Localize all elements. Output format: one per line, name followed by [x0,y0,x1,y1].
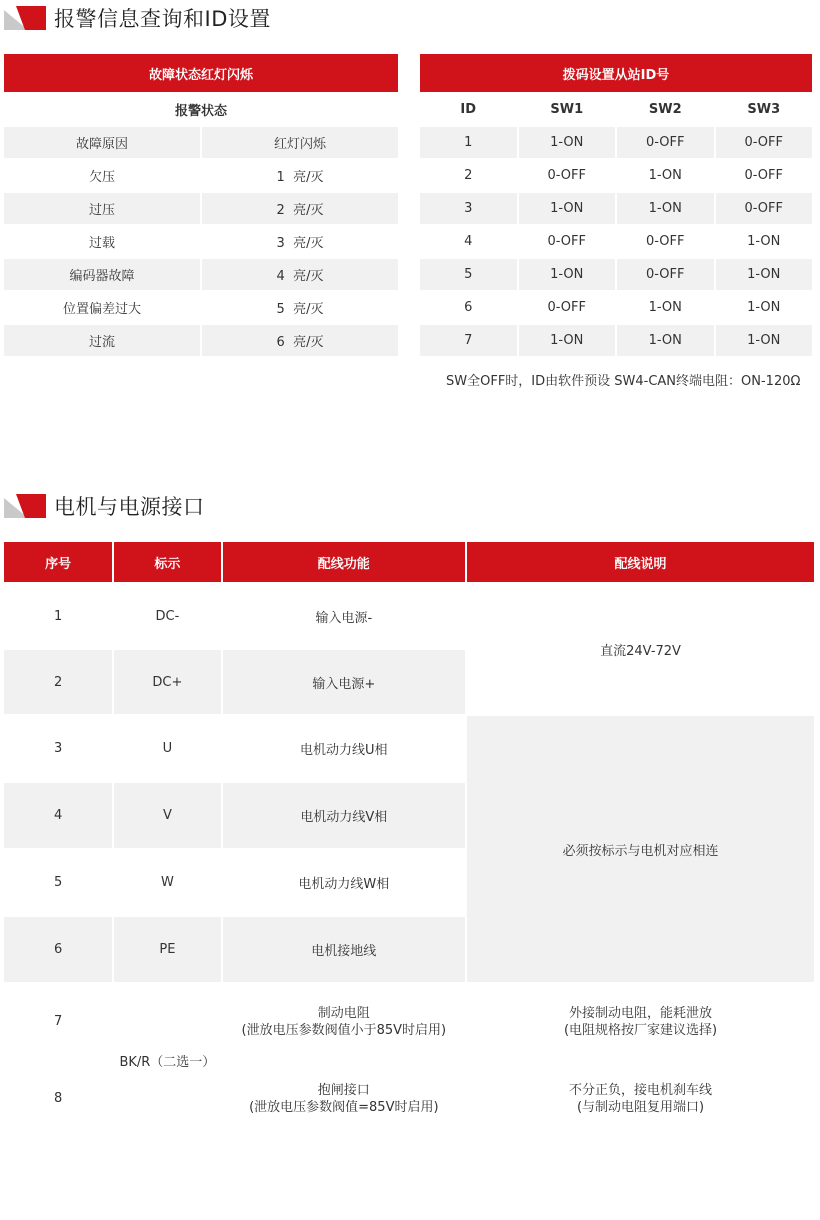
fault-blink [202,259,398,290]
sw3-value: 0-OFF [716,127,813,158]
sw1-value: 0-OFF [519,292,616,323]
fault-reason: 过载 [4,226,200,257]
id-table-header: 拨码设置从站ID号 [420,54,812,92]
terminal-mark: W [114,850,220,915]
description-note: (与制动电阻复用端口) [576,1099,705,1115]
sw2-value: 0-OFF [617,127,714,158]
description-title: 外接制动电阻，能耗泄放 [569,1005,713,1021]
row-number: 5 [4,850,112,915]
sw3-value: 0-OFF [716,193,813,224]
row-number: 1 [4,584,112,648]
motor-description: 必须按标示与电机对应相连 [467,716,814,982]
fault-status-table [2,52,400,358]
sw1-value: 0-OFF [519,226,616,257]
fault-reason: 位置偏差过大 [4,292,200,323]
table-row [420,127,812,158]
terminal-mark: BK/R（二选一） [114,984,220,1136]
sw3-value: 1-ON [716,325,813,356]
function-note: (泄放电压参数阀值=85V时启用) [249,1099,439,1115]
blink-count: 2 [276,203,285,218]
terminal-mark: U [114,716,220,781]
blink-count: 1 [276,170,285,185]
column-header: SW2 [617,94,714,125]
row-number: 4 [4,783,112,848]
wiring-description [467,984,814,1059]
table-row [4,984,814,1059]
blink-count: 4 [276,269,285,284]
wiring-function: 输入电源+ [223,650,466,714]
description-note: (电阻规格按厂家建议选择) [563,1022,718,1038]
sw2-value: 0-OFF [617,226,714,257]
terminal-mark: DC+ [114,650,220,714]
column-header: 配线说明 [467,542,814,582]
section-marker-icon [4,6,46,30]
sw2-value: 0-OFF [617,259,714,290]
row-number: 7 [4,984,112,1059]
sw3-value: 1-ON [716,259,813,290]
id-table-note: SW全OFF时，ID由软件预设 SW4-CAN终端电阻：ON-120Ω [446,374,801,389]
table-row [4,292,398,323]
table-row [420,325,812,356]
sw1-value: 1-ON [519,259,616,290]
blink-state: 亮/灭 [293,236,324,251]
section-title-motor-power [4,490,205,522]
column-header: 标示 [114,542,220,582]
fault-blink [202,226,398,257]
column-header: 配线功能 [223,542,466,582]
sw3-value: 1-ON [716,292,813,323]
fault-blink [202,160,398,191]
table-row [420,226,812,257]
sw2-value: 1-ON [617,193,714,224]
table-row [4,716,814,781]
wiring-function [223,1061,466,1136]
terminal-mark: DC- [114,584,220,648]
table-row [4,226,398,257]
row-number: 8 [4,1061,112,1136]
column-header: 红灯闪烁 [202,127,398,158]
sw1-value: 1-ON [519,127,616,158]
id-value: 4 [420,226,517,257]
wiring-function: 输入电源- [223,584,466,648]
table-row [4,193,398,224]
column-header: SW1 [519,94,616,125]
id-value: 2 [420,160,517,191]
table-row [4,325,398,356]
table-row [420,160,812,191]
section-title-text: 报警信息查询和ID设置 [54,7,271,31]
wiring-function: 电机接地线 [223,917,466,982]
table-row [4,259,398,290]
blink-count: 6 [276,335,285,350]
section-title-text: 电机与电源接口 [54,495,205,519]
fault-table-header: 故障状态红灯闪烁 [4,54,398,92]
wiring-function: 电机动力线U相 [223,716,466,781]
id-value: 7 [420,325,517,356]
id-value: 1 [420,127,517,158]
wiring-function [223,984,466,1059]
table-row [420,292,812,323]
id-value: 3 [420,193,517,224]
column-header: SW3 [716,94,813,125]
fault-blink [202,193,398,224]
section-marker-icon [4,494,46,518]
blink-count: 5 [276,302,285,317]
function-title: 抱闸接口 [317,1082,370,1098]
id-value: 6 [420,292,517,323]
fault-reason: 欠压 [4,160,200,191]
fault-blink [202,292,398,323]
sw3-value: 0-OFF [716,160,813,191]
terminal-mark: V [114,783,220,848]
power-description: 直流24V-72V [467,584,814,714]
blink-state: 亮/灭 [293,335,324,350]
blink-state: 亮/灭 [293,170,324,185]
fault-blink [202,325,398,356]
row-number: 3 [4,716,112,781]
sw3-value: 1-ON [716,226,813,257]
table-row [420,259,812,290]
column-header: 序号 [4,542,112,582]
id-value: 5 [420,259,517,290]
table-row [420,193,812,224]
sw2-value: 1-ON [617,160,714,191]
function-title: 制动电阻 [317,1005,370,1021]
fault-table-subheader: 报警状态 [4,94,398,125]
column-header: 故障原因 [4,127,200,158]
wiring-table [2,540,816,1138]
fault-reason: 编码器故障 [4,259,200,290]
table-row [4,584,814,648]
row-number: 2 [4,650,112,714]
blink-state: 亮/灭 [293,203,324,218]
blink-state: 亮/灭 [293,302,324,317]
sw1-value: 1-ON [519,325,616,356]
column-header: ID [420,94,517,125]
row-number: 6 [4,917,112,982]
wiring-function: 电机动力线V相 [223,783,466,848]
blink-state: 亮/灭 [293,269,324,284]
wiring-function: 电机动力线W相 [223,850,466,915]
section-title-alarm [4,2,271,34]
blink-count: 3 [276,236,285,251]
table-row [4,160,398,191]
dip-switch-id-table [418,52,814,358]
wiring-description [467,1061,814,1136]
function-note: (泄放电压参数阀值小于85V时启用) [241,1022,447,1038]
sw1-value: 0-OFF [519,160,616,191]
description-title: 不分正负，接电机刹车线 [569,1082,713,1098]
sw1-value: 1-ON [519,193,616,224]
fault-reason: 过流 [4,325,200,356]
sw2-value: 1-ON [617,325,714,356]
sw2-value: 1-ON [617,292,714,323]
terminal-mark: PE [114,917,220,982]
fault-reason: 过压 [4,193,200,224]
